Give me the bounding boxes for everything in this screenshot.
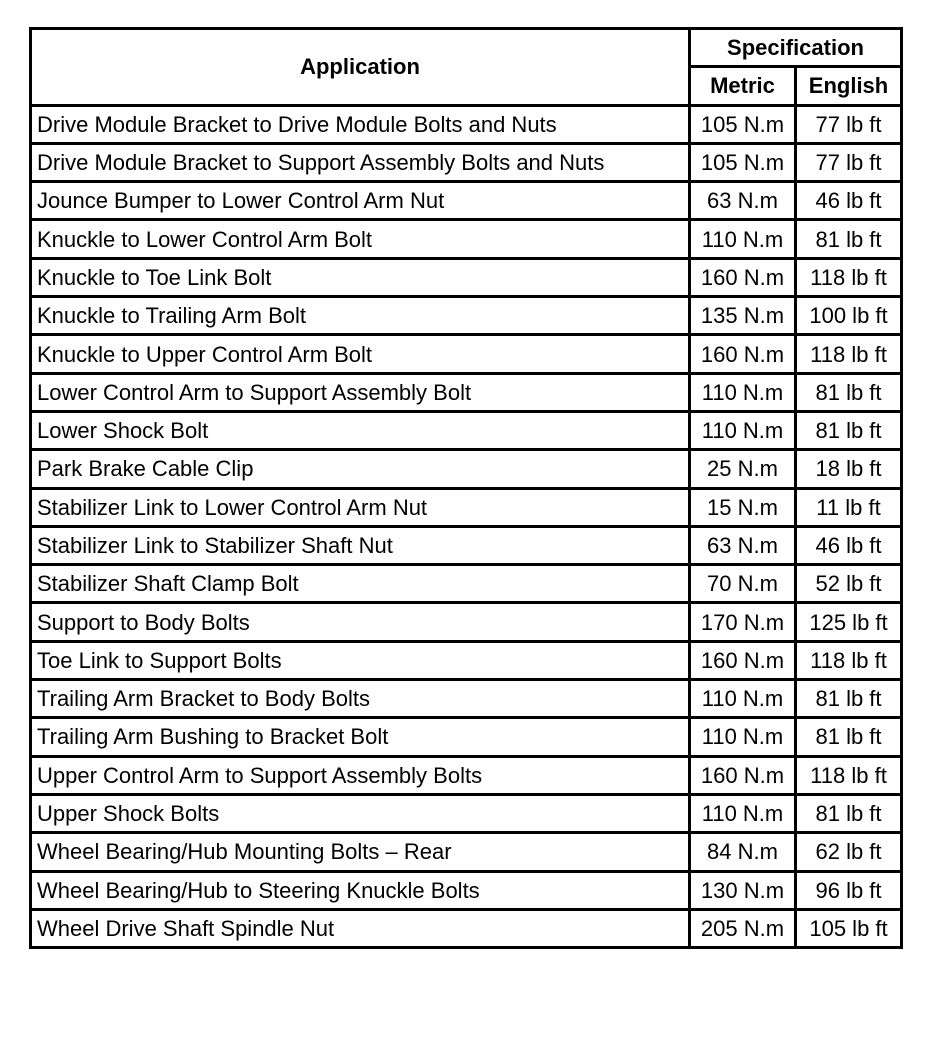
metric-cell: 160 N.m (690, 335, 796, 373)
english-cell: 77 lb ft (796, 105, 902, 143)
table-row (31, 450, 902, 488)
table-row (31, 411, 902, 449)
metric-cell: 160 N.m (690, 258, 796, 296)
english-cell: 11 lb ft (796, 488, 902, 526)
table-row (31, 220, 902, 258)
application-cell: Jounce Bumper to Lower Control Arm Nut (31, 182, 690, 220)
metric-cell: 70 N.m (690, 565, 796, 603)
english-cell: 81 lb ft (796, 373, 902, 411)
metric-cell: 205 N.m (690, 909, 796, 947)
header-row-top (31, 29, 902, 67)
application-cell: Knuckle to Lower Control Arm Bolt (31, 220, 690, 258)
application-header: Application (31, 29, 690, 106)
table-row (31, 871, 902, 909)
table-row (31, 680, 902, 718)
metric-cell: 110 N.m (690, 680, 796, 718)
application-cell: Trailing Arm Bracket to Body Bolts (31, 680, 690, 718)
table-row (31, 794, 902, 832)
metric-cell: 110 N.m (690, 718, 796, 756)
table-row (31, 603, 902, 641)
metric-cell: 110 N.m (690, 220, 796, 258)
metric-cell: 130 N.m (690, 871, 796, 909)
application-cell: Upper Shock Bolts (31, 794, 690, 832)
application-cell: Toe Link to Support Bolts (31, 641, 690, 679)
table-row (31, 756, 902, 794)
metric-cell: 105 N.m (690, 105, 796, 143)
english-cell: 118 lb ft (796, 756, 902, 794)
metric-cell: 15 N.m (690, 488, 796, 526)
application-cell: Stabilizer Link to Stabilizer Shaft Nut (31, 526, 690, 564)
application-cell: Knuckle to Trailing Arm Bolt (31, 297, 690, 335)
english-cell: 81 lb ft (796, 411, 902, 449)
application-cell: Drive Module Bracket to Drive Module Bolts and Nuts (31, 105, 690, 143)
table-body (31, 105, 902, 948)
table-row (31, 641, 902, 679)
english-cell: 52 lb ft (796, 565, 902, 603)
english-header: English (796, 67, 902, 105)
application-cell: Knuckle to Upper Control Arm Bolt (31, 335, 690, 373)
metric-header: Metric (690, 67, 796, 105)
english-cell: 118 lb ft (796, 258, 902, 296)
english-cell: 100 lb ft (796, 297, 902, 335)
table-row (31, 565, 902, 603)
torque-spec-table (29, 27, 903, 949)
metric-cell: 110 N.m (690, 411, 796, 449)
metric-cell: 160 N.m (690, 641, 796, 679)
application-cell: Knuckle to Toe Link Bolt (31, 258, 690, 296)
metric-cell: 63 N.m (690, 182, 796, 220)
english-cell: 125 lb ft (796, 603, 902, 641)
metric-cell: 110 N.m (690, 794, 796, 832)
table-header (31, 29, 902, 106)
metric-cell: 63 N.m (690, 526, 796, 564)
english-cell: 81 lb ft (796, 220, 902, 258)
english-cell: 46 lb ft (796, 182, 902, 220)
table-row (31, 335, 902, 373)
table-row (31, 373, 902, 411)
english-cell: 18 lb ft (796, 450, 902, 488)
application-cell: Park Brake Cable Clip (31, 450, 690, 488)
english-cell: 46 lb ft (796, 526, 902, 564)
english-cell: 62 lb ft (796, 833, 902, 871)
english-cell: 96 lb ft (796, 871, 902, 909)
application-cell: Wheel Drive Shaft Spindle Nut (31, 909, 690, 947)
table-row (31, 718, 902, 756)
specification-header: Specification (690, 29, 902, 67)
metric-cell: 170 N.m (690, 603, 796, 641)
table-row (31, 488, 902, 526)
application-cell: Stabilizer Shaft Clamp Bolt (31, 565, 690, 603)
application-cell: Support to Body Bolts (31, 603, 690, 641)
table-row (31, 833, 902, 871)
english-cell: 105 lb ft (796, 909, 902, 947)
metric-cell: 84 N.m (690, 833, 796, 871)
table-row (31, 909, 902, 947)
english-cell: 118 lb ft (796, 335, 902, 373)
application-cell: Stabilizer Link to Lower Control Arm Nut (31, 488, 690, 526)
metric-cell: 105 N.m (690, 143, 796, 181)
application-cell: Upper Control Arm to Support Assembly Bolts (31, 756, 690, 794)
english-cell: 81 lb ft (796, 718, 902, 756)
application-cell: Wheel Bearing/Hub Mounting Bolts – Rear (31, 833, 690, 871)
metric-cell: 25 N.m (690, 450, 796, 488)
application-cell: Wheel Bearing/Hub to Steering Knuckle Bolts (31, 871, 690, 909)
english-cell: 81 lb ft (796, 794, 902, 832)
table-row (31, 105, 902, 143)
table-row (31, 258, 902, 296)
english-cell: 81 lb ft (796, 680, 902, 718)
table-row (31, 182, 902, 220)
table-row (31, 297, 902, 335)
metric-cell: 110 N.m (690, 373, 796, 411)
table-row (31, 526, 902, 564)
application-cell: Lower Control Arm to Support Assembly Bolt (31, 373, 690, 411)
application-cell: Trailing Arm Bushing to Bracket Bolt (31, 718, 690, 756)
metric-cell: 160 N.m (690, 756, 796, 794)
english-cell: 77 lb ft (796, 143, 902, 181)
application-cell: Lower Shock Bolt (31, 411, 690, 449)
english-cell: 118 lb ft (796, 641, 902, 679)
metric-cell: 135 N.m (690, 297, 796, 335)
application-cell: Drive Module Bracket to Support Assembly Bolts and Nuts (31, 143, 690, 181)
table-row (31, 143, 902, 181)
